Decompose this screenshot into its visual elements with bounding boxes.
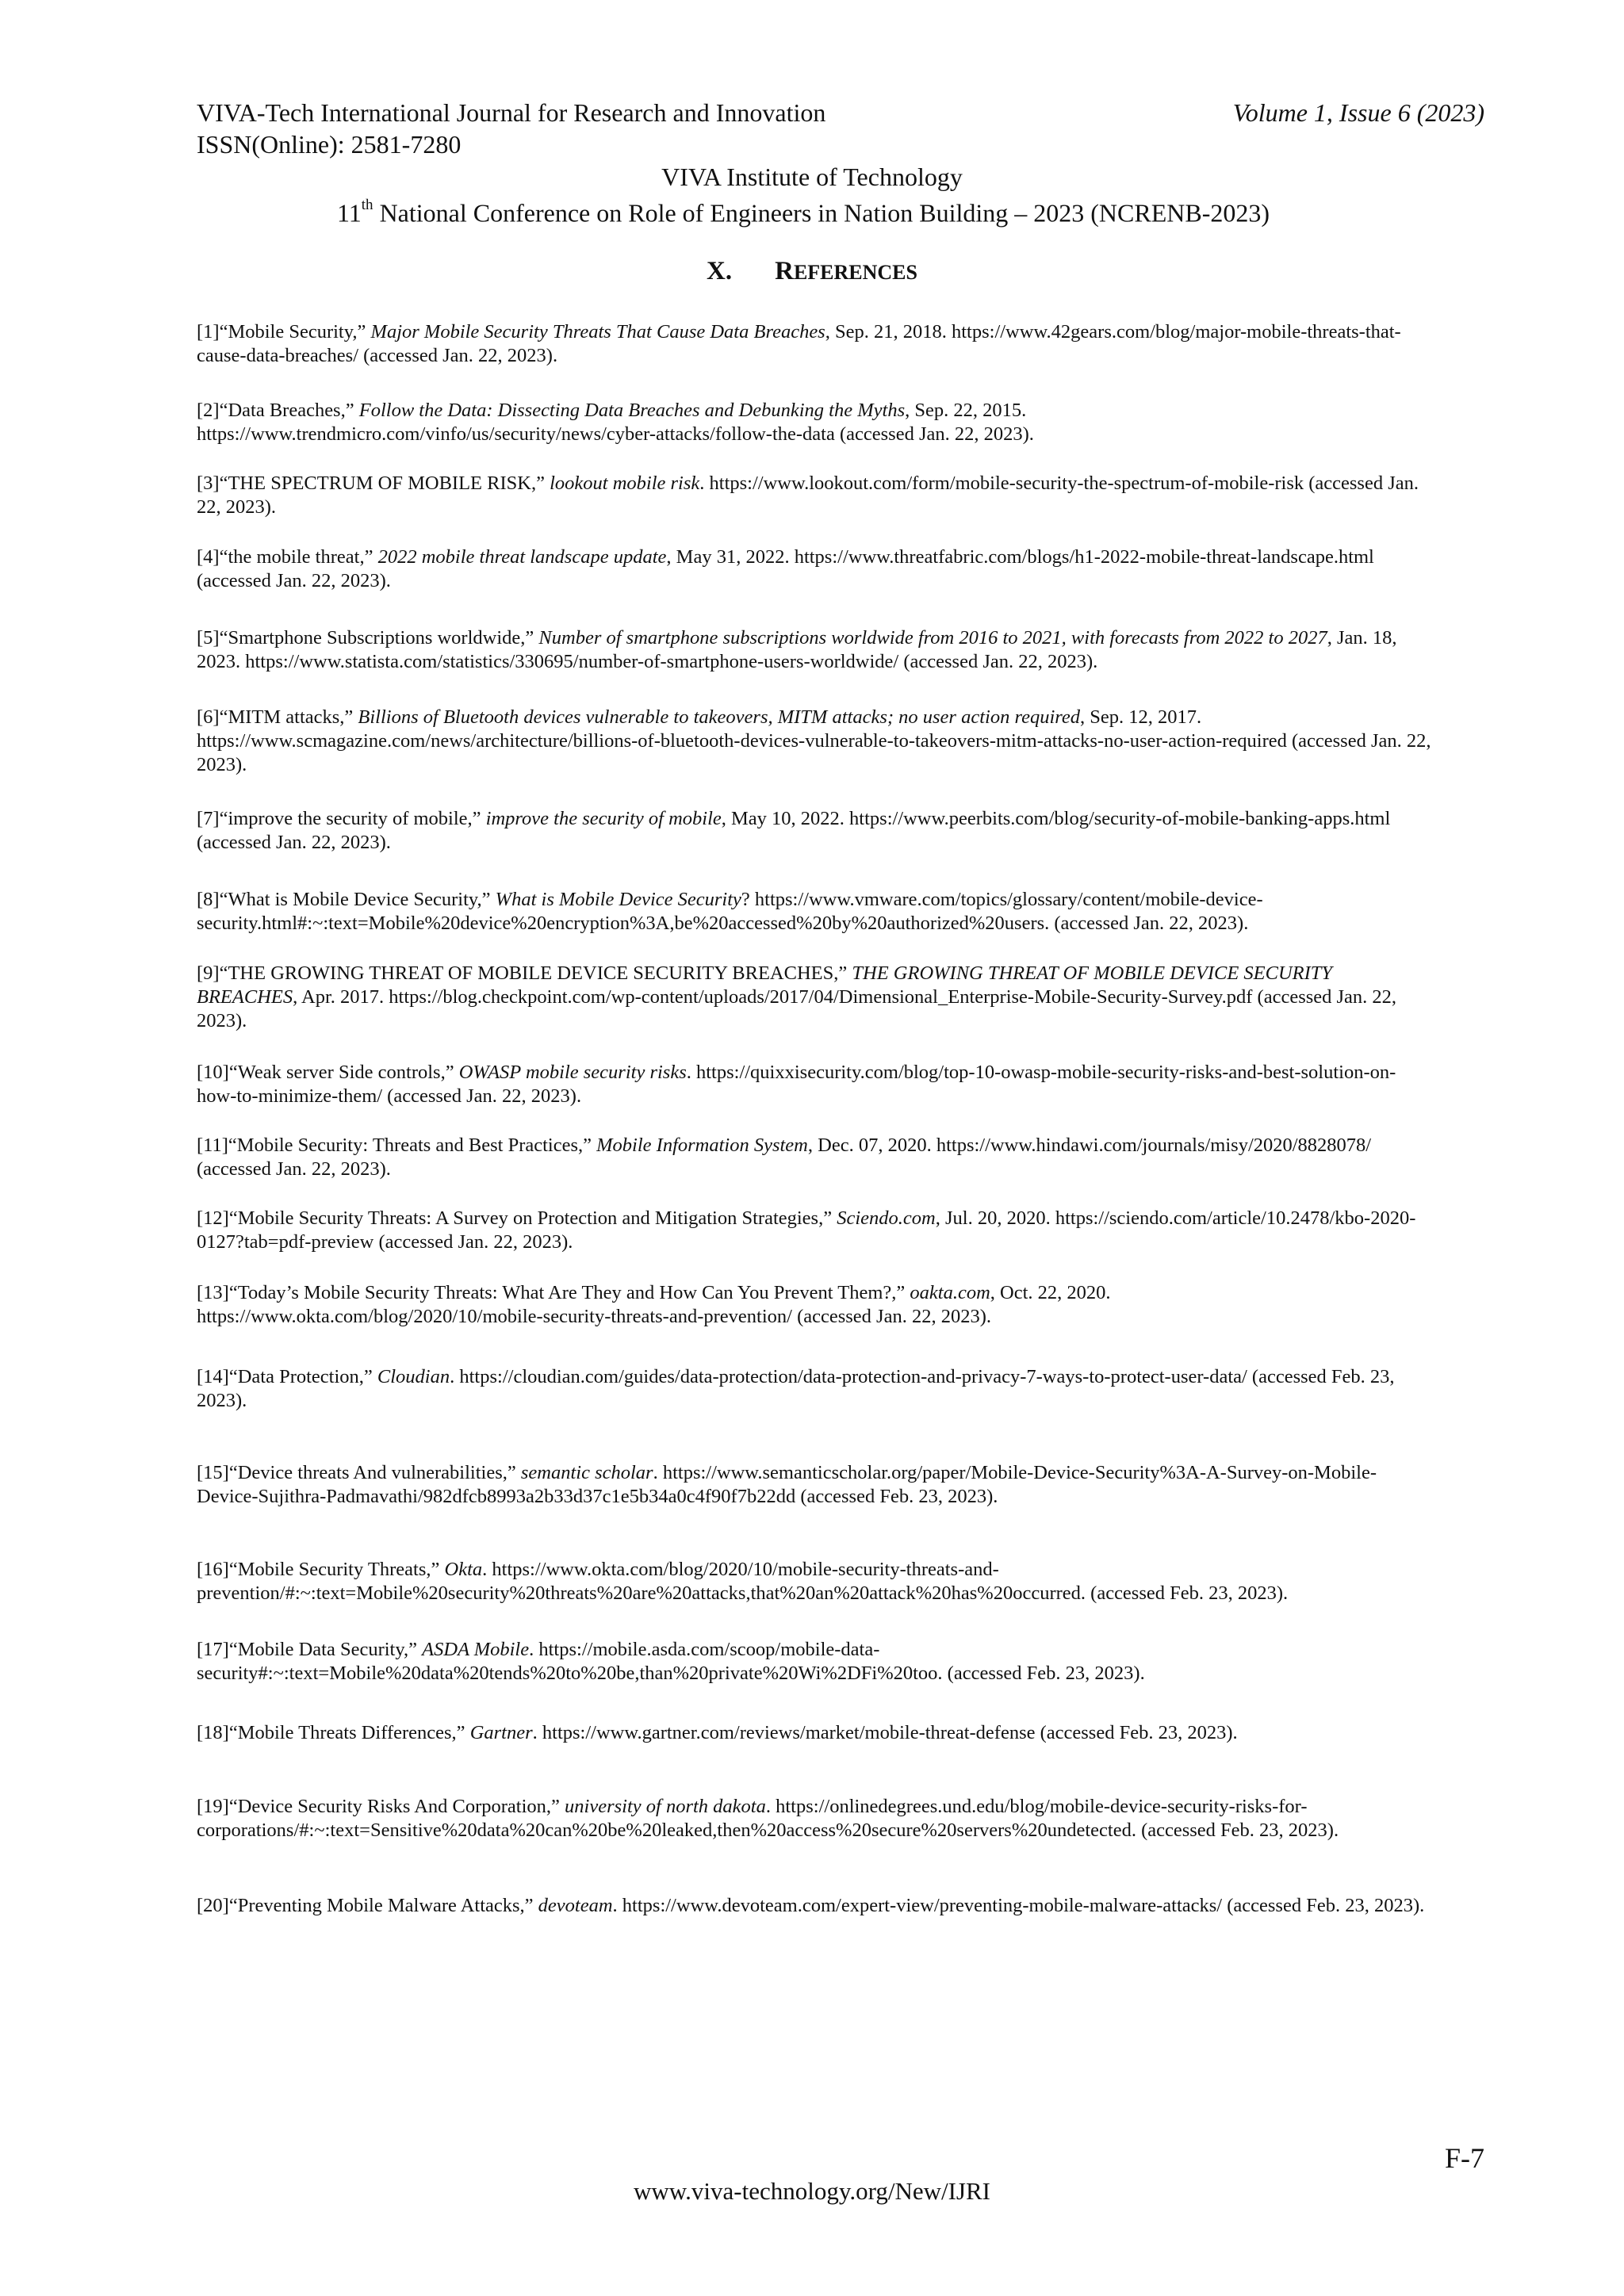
reference-details: . https://www.lookout.com/form/mobile-security-the-spectrum-of-mobile-risk (accessed Jan. 22, 2023). (197, 473, 1419, 518)
reference-details: , Jan. 18, 2023. https://www.statista.com/statistics/330695/number-of-smartphone-users-worldwide/ (accessed Jan. 22, 2023). (197, 627, 1397, 672)
reference-author-title: [14]“Data Protection,” (197, 1366, 377, 1387)
reference-author-title: [15]“Device threats And vulnerabilities,” (197, 1462, 521, 1483)
volume-issue: Volume 1, Issue 6 (2023) (1232, 98, 1484, 127)
reference-details: , Sep. 22, 2015. https://www.trendmicro.com/vinfo/us/security/news/cyber-attacks/follow-the-data (accessed Jan. 22, 2023). (197, 400, 1034, 445)
reference-source: Number of smartphone subscriptions worldwide from 2016 to 2021, with forecasts from 2022 to 2027 (538, 627, 1327, 649)
reference-author-title: [19]“Device Security Risks And Corporation,” (197, 1796, 565, 1817)
reference-entry (197, 1365, 1434, 1413)
reference-details: . https://www.devoteam.com/expert-view/preventing-mobile-malware-attacks/ (accessed Feb. 23, 2023). (612, 1895, 1425, 1916)
reference-source: semantic scholar (520, 1462, 653, 1483)
reference-details: . https://www.okta.com/blog/2020/10/mobile-security-threats-and-prevention/#:~:text=Mobile%20security%20threats%20are%20attacks,that%20an%20attack%20has%20occurred. (accessed Feb. 23, 2023). (197, 1559, 1289, 1604)
institute-name: VIVA Institute of Technology (661, 163, 963, 191)
reference-entry (197, 888, 1434, 936)
reference-details: . https://www.semanticscholar.org/paper/Mobile-Device-Security%3A-A-Survey-on-Mobile-Device-Sujithra-Padmavathi/982dfcb8993a2b33d37c1e5b34a0c4f90f7b22dd (accessed Feb. 23, 2023). (197, 1462, 1377, 1507)
reference-details: . https://cloudian.com/guides/data-protection/data-protection-and-privacy-7-ways-to-protect-user-data/ (accessed Feb. 23, 2023). (197, 1366, 1395, 1411)
reference-source: 2022 mobile threat landscape update (377, 546, 667, 568)
reference-entry (197, 1721, 1434, 1745)
conference-ordinal-suffix: th (361, 197, 373, 213)
reference-source: Mobile Information System (596, 1135, 808, 1156)
reference-source: Sciendo.com (837, 1207, 936, 1229)
reference-details: . https://mobile.asda.com/scoop/mobile-data-security#:~:text=Mobile%20data%20tends%20to%20be,than%20private%20Wi%2DFi%20too. (accessed Feb. 23, 2023). (197, 1639, 1145, 1684)
conference-ordinal: 11 (336, 198, 362, 228)
reference-author-title: [10]“Weak server Side controls,” (197, 1062, 459, 1083)
reference-source: Cloudian (377, 1366, 450, 1387)
reference-source: Okta (444, 1559, 483, 1580)
reference-author-title: [5]“Smartphone Subscriptions worldwide,” (197, 627, 539, 649)
reference-author-title: [4]“the mobile threat,” (197, 546, 378, 568)
reference-source: university of north dakota (565, 1796, 766, 1817)
reference-details: , Oct. 22, 2020. https://www.okta.com/blog/2020/10/mobile-security-threats-and-prevention/ (accessed Jan. 22, 2023). (197, 1282, 1111, 1327)
reference-source: improve the security of mobile (485, 808, 722, 829)
reference-details: , May 31, 2022. https://www.threatfabric.com/blogs/h1-2022-mobile-threat-landscape.html (accessed Jan. 22, 2023). (197, 546, 1374, 591)
reference-author-title: [16]“Mobile Security Threats,” (197, 1559, 445, 1580)
reference-source: OWASP mobile security risks (458, 1062, 687, 1083)
reference-source: devoteam (538, 1895, 613, 1916)
reference-author-title: [12]“Mobile Security Threats: A Survey on Protection and Mitigation Strategies,” (197, 1207, 837, 1229)
reference-source: Billions of Bluetooth devices vulnerable to takeovers, MITM attacks; no user action required (358, 706, 1081, 728)
reference-entry (197, 1207, 1434, 1254)
reference-author-title: [11]“Mobile Security: Threats and Best Practices,” (197, 1135, 597, 1156)
reference-details: , May 10, 2022. https://www.peerbits.com/blog/security-of-mobile-banking-apps.html (accessed Jan. 22, 2023). (197, 808, 1391, 853)
reference-source: ASDA Mobile (422, 1639, 530, 1660)
reference-entry (197, 545, 1434, 593)
reference-details: . https://onlinedegrees.und.edu/blog/mobile-device-security-risks-for-corporations/#:~:text=Sensitive%20data%20can%20be%20leaked,then%20access%20secure%20servers%20undetected. (accessed Feb. 23, 2023). (197, 1796, 1339, 1841)
page-number: F-7 (1444, 2142, 1484, 2174)
reference-entry (197, 320, 1434, 368)
reference-author-title: [18]“Mobile Threats Differences,” (197, 1722, 470, 1743)
reference-entry (197, 1638, 1434, 1686)
reference-entry (197, 399, 1434, 446)
reference-source: What is Mobile Device Security (495, 889, 741, 910)
reference-source: lookout mobile risk (550, 473, 700, 494)
reference-details: , Sep. 21, 2018. https://www.42gears.com/blog/major-mobile-threats-that-cause-data-breaches/ (accessed Jan. 22, 2023). (197, 321, 1401, 366)
reference-details: , Dec. 07, 2020. https://www.hindawi.com/journals/misy/2020/8828078/ (accessed Jan. 22, 2023). (197, 1135, 1372, 1180)
section-number: X. (707, 257, 733, 285)
reference-entry (197, 1061, 1434, 1108)
reference-entry (197, 1134, 1434, 1181)
reference-entry (197, 706, 1434, 777)
conference-title (0, 193, 1615, 229)
reference-author-title: [13]“Today’s Mobile Security Threats: What Are They and How Can You Prevent Them?,” (197, 1282, 910, 1303)
reference-author-title: [6]“MITM attacks,” (197, 706, 358, 728)
reference-entry (197, 1795, 1434, 1843)
section-heading (0, 255, 1624, 289)
reference-author-title: [8]“What is Mobile Device Security,” (197, 889, 496, 910)
reference-entry (197, 1558, 1434, 1605)
issn: ISSN(Online): 2581-7280 (197, 130, 462, 159)
reference-source: Gartner (469, 1722, 533, 1743)
reference-details: , Sep. 12, 2017. https://www.scmagazine.com/news/architecture/billions-of-bluetooth-devices-vulnerable-to-takeovers-mitm-attacks-no-user-action-required (accessed Jan. 22, 2023). (197, 706, 1431, 775)
reference-entry (197, 626, 1434, 674)
reference-entry (197, 807, 1434, 855)
reference-entry (197, 1461, 1434, 1509)
reference-entry (197, 1281, 1434, 1329)
reference-entry (197, 962, 1434, 1033)
reference-details: . https://www.gartner.com/reviews/market/mobile-threat-defense (accessed Feb. 23, 2023). (532, 1722, 1238, 1743)
reference-details: , Jul. 20, 2020. https://sciendo.com/article/10.2478/kbo-2020-0127?tab=pdf-preview (accessed Jan. 22, 2023). (197, 1207, 1416, 1253)
reference-author-title: [17]“Mobile Data Security,” (197, 1639, 423, 1660)
reference-source: oakta.com (910, 1282, 990, 1303)
reference-author-title: [7]“improve the security of mobile,” (197, 808, 486, 829)
reference-source: THE GROWING THREAT OF MOBILE DEVICE SECURITY BREACHES (197, 962, 1333, 1008)
reference-details: , Apr. 2017. https://blog.checkpoint.com/wp-content/uploads/2017/04/Dimensional_Enterprise-Mobile-Security-Survey.pdf (accessed Jan. 22, 2023). (197, 986, 1397, 1031)
reference-entry (197, 1894, 1434, 1918)
reference-author-title: [9]“THE GROWING THREAT OF MOBILE DEVICE SECURITY BREACHES,” (197, 962, 852, 984)
section-title-rest: EFERENCES (793, 261, 917, 284)
footer-url: www.viva-technology.org/New/IJRI (634, 2177, 990, 2205)
reference-author-title: [3]“THE SPECTRUM OF MOBILE RISK,” (197, 473, 550, 494)
reference-details: ? https://www.vmware.com/topics/glossary/content/mobile-device-security.html#:~:text=Mobile%20device%20encryption%3A,be%20accessed%20by%20authorized%20users. (accessed Jan. 22, 2023). (197, 889, 1263, 934)
conference-name: National Conference on Role of Engineers in Nation Building – 2023 (NCRENB-2023) (373, 198, 1270, 228)
reference-source: Major Mobile Security Threats That Cause Data Breaches (370, 321, 825, 342)
reference-author-title: [2]“Data Breaches,” (197, 400, 359, 421)
reference-author-title: [20]“Preventing Mobile Malware Attacks,” (197, 1895, 538, 1916)
reference-author-title: [1]“Mobile Security,” (197, 321, 371, 342)
reference-entry (197, 472, 1434, 519)
reference-source: Follow the Data: Dissecting Data Breaches and Debunking the Myths (358, 400, 906, 421)
journal-title: VIVA-Tech International Journal for Research and Innovation (197, 98, 826, 127)
reference-details: . https://quixxisecurity.com/blog/top-10-owasp-mobile-security-risks-and-best-solution-on-how-to-minimize-them/ (accessed Jan. 22, 2023). (197, 1062, 1396, 1107)
section-title-initial: R (775, 257, 794, 285)
